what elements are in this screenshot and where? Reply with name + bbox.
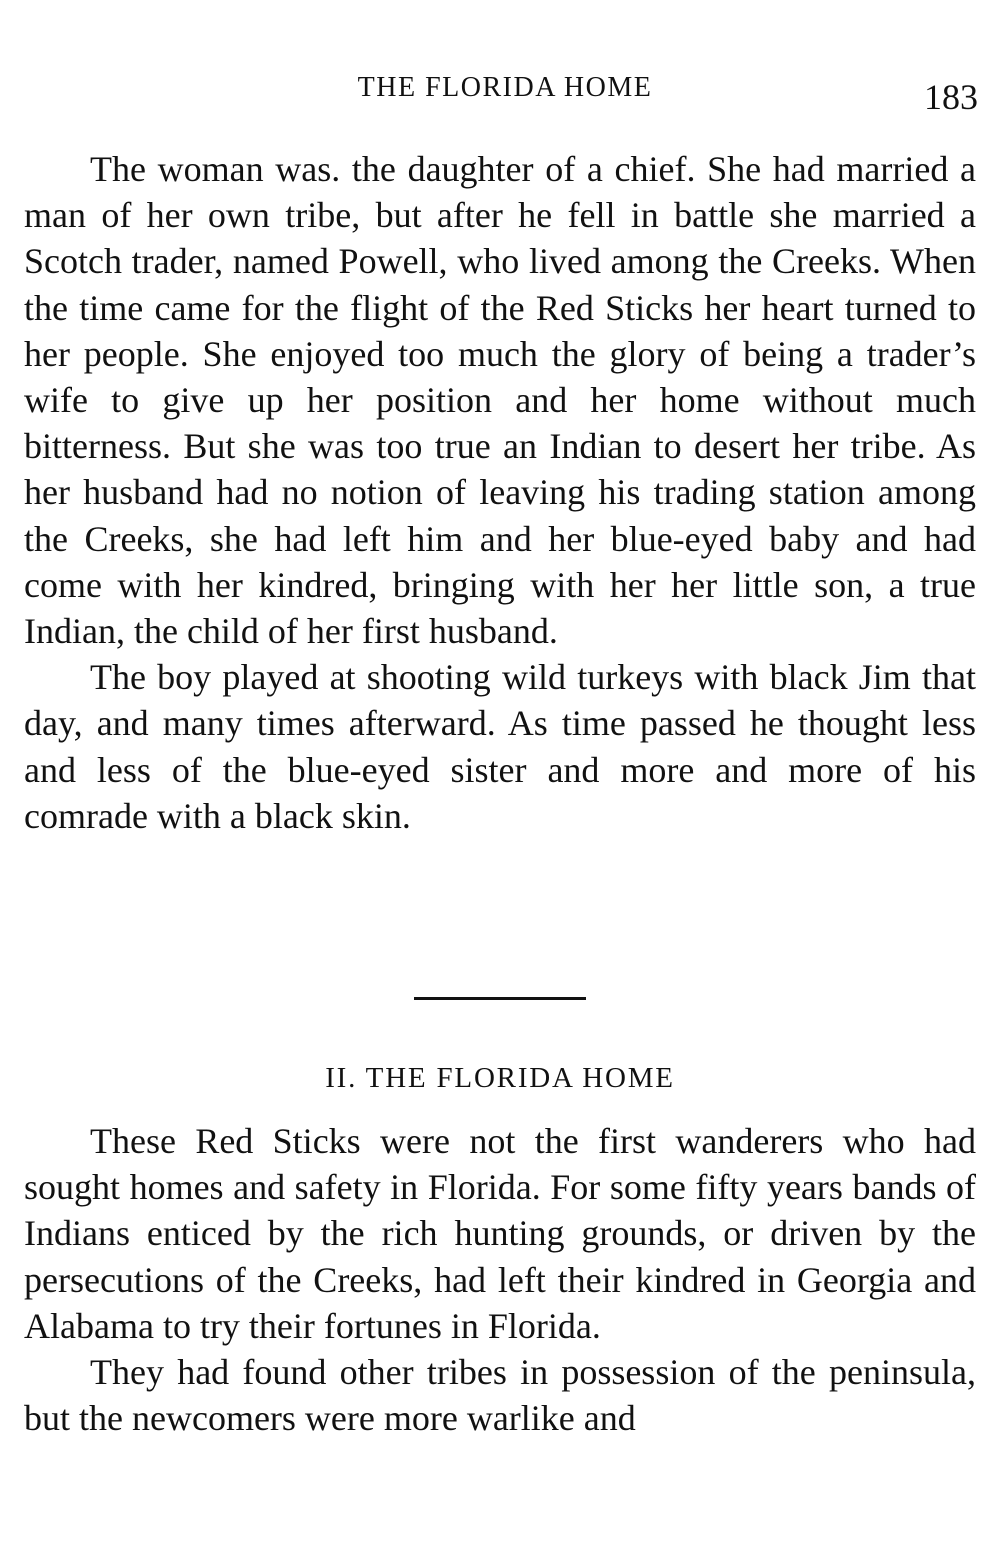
- paragraph: These Red Sticks were not the first wanderers who had sought homes and safety in Florida. For some fifty years bands of Indians enticed by the rich hunting grounds, or driven by the persecutions of the Creeks, had left their kindred in Georgia and Alabama to try their fortunes in Florida.: [24, 1121, 976, 1346]
- section-text: [24, 1118, 976, 1441]
- section-divider: [414, 997, 586, 1000]
- running-title: THE FLORIDA HOME: [357, 72, 653, 103]
- paragraph: The boy played at shooting wild turkeys with black Jim that day, and many times afterward. As time passed he thought less and less of the blue-eyed sister and more and more of his comrade with a black skin.: [24, 657, 976, 836]
- chapter-text: [24, 146, 976, 839]
- paragraph: The woman was. the daughter of a chief. She had married a man of her own tribe, but after he fell in battle she married a Scotch trader, named Powell, who lived among the Creeks. When the time came for the flight of the Red Sticks her heart turned to her people. She enjoyed too much the glory of being a trader’s wife to give up her position and her home without much bitterness. But she was too true an Indian to desert her tribe. As her husband had no notion of leaving his trading station among the Creeks, she had left him and her blue-eyed baby and had come with her kindred, bringing with her her little son, a true Indian, the child of her first husband.: [24, 149, 976, 652]
- paragraph: They had found other tribes in possession of the peninsula, but the newcomers were more warlike and: [24, 1352, 976, 1439]
- section-heading: II. THE FLORIDA HOME: [325, 1062, 675, 1094]
- running-head: [0, 72, 1000, 117]
- page-number: 183: [924, 77, 978, 117]
